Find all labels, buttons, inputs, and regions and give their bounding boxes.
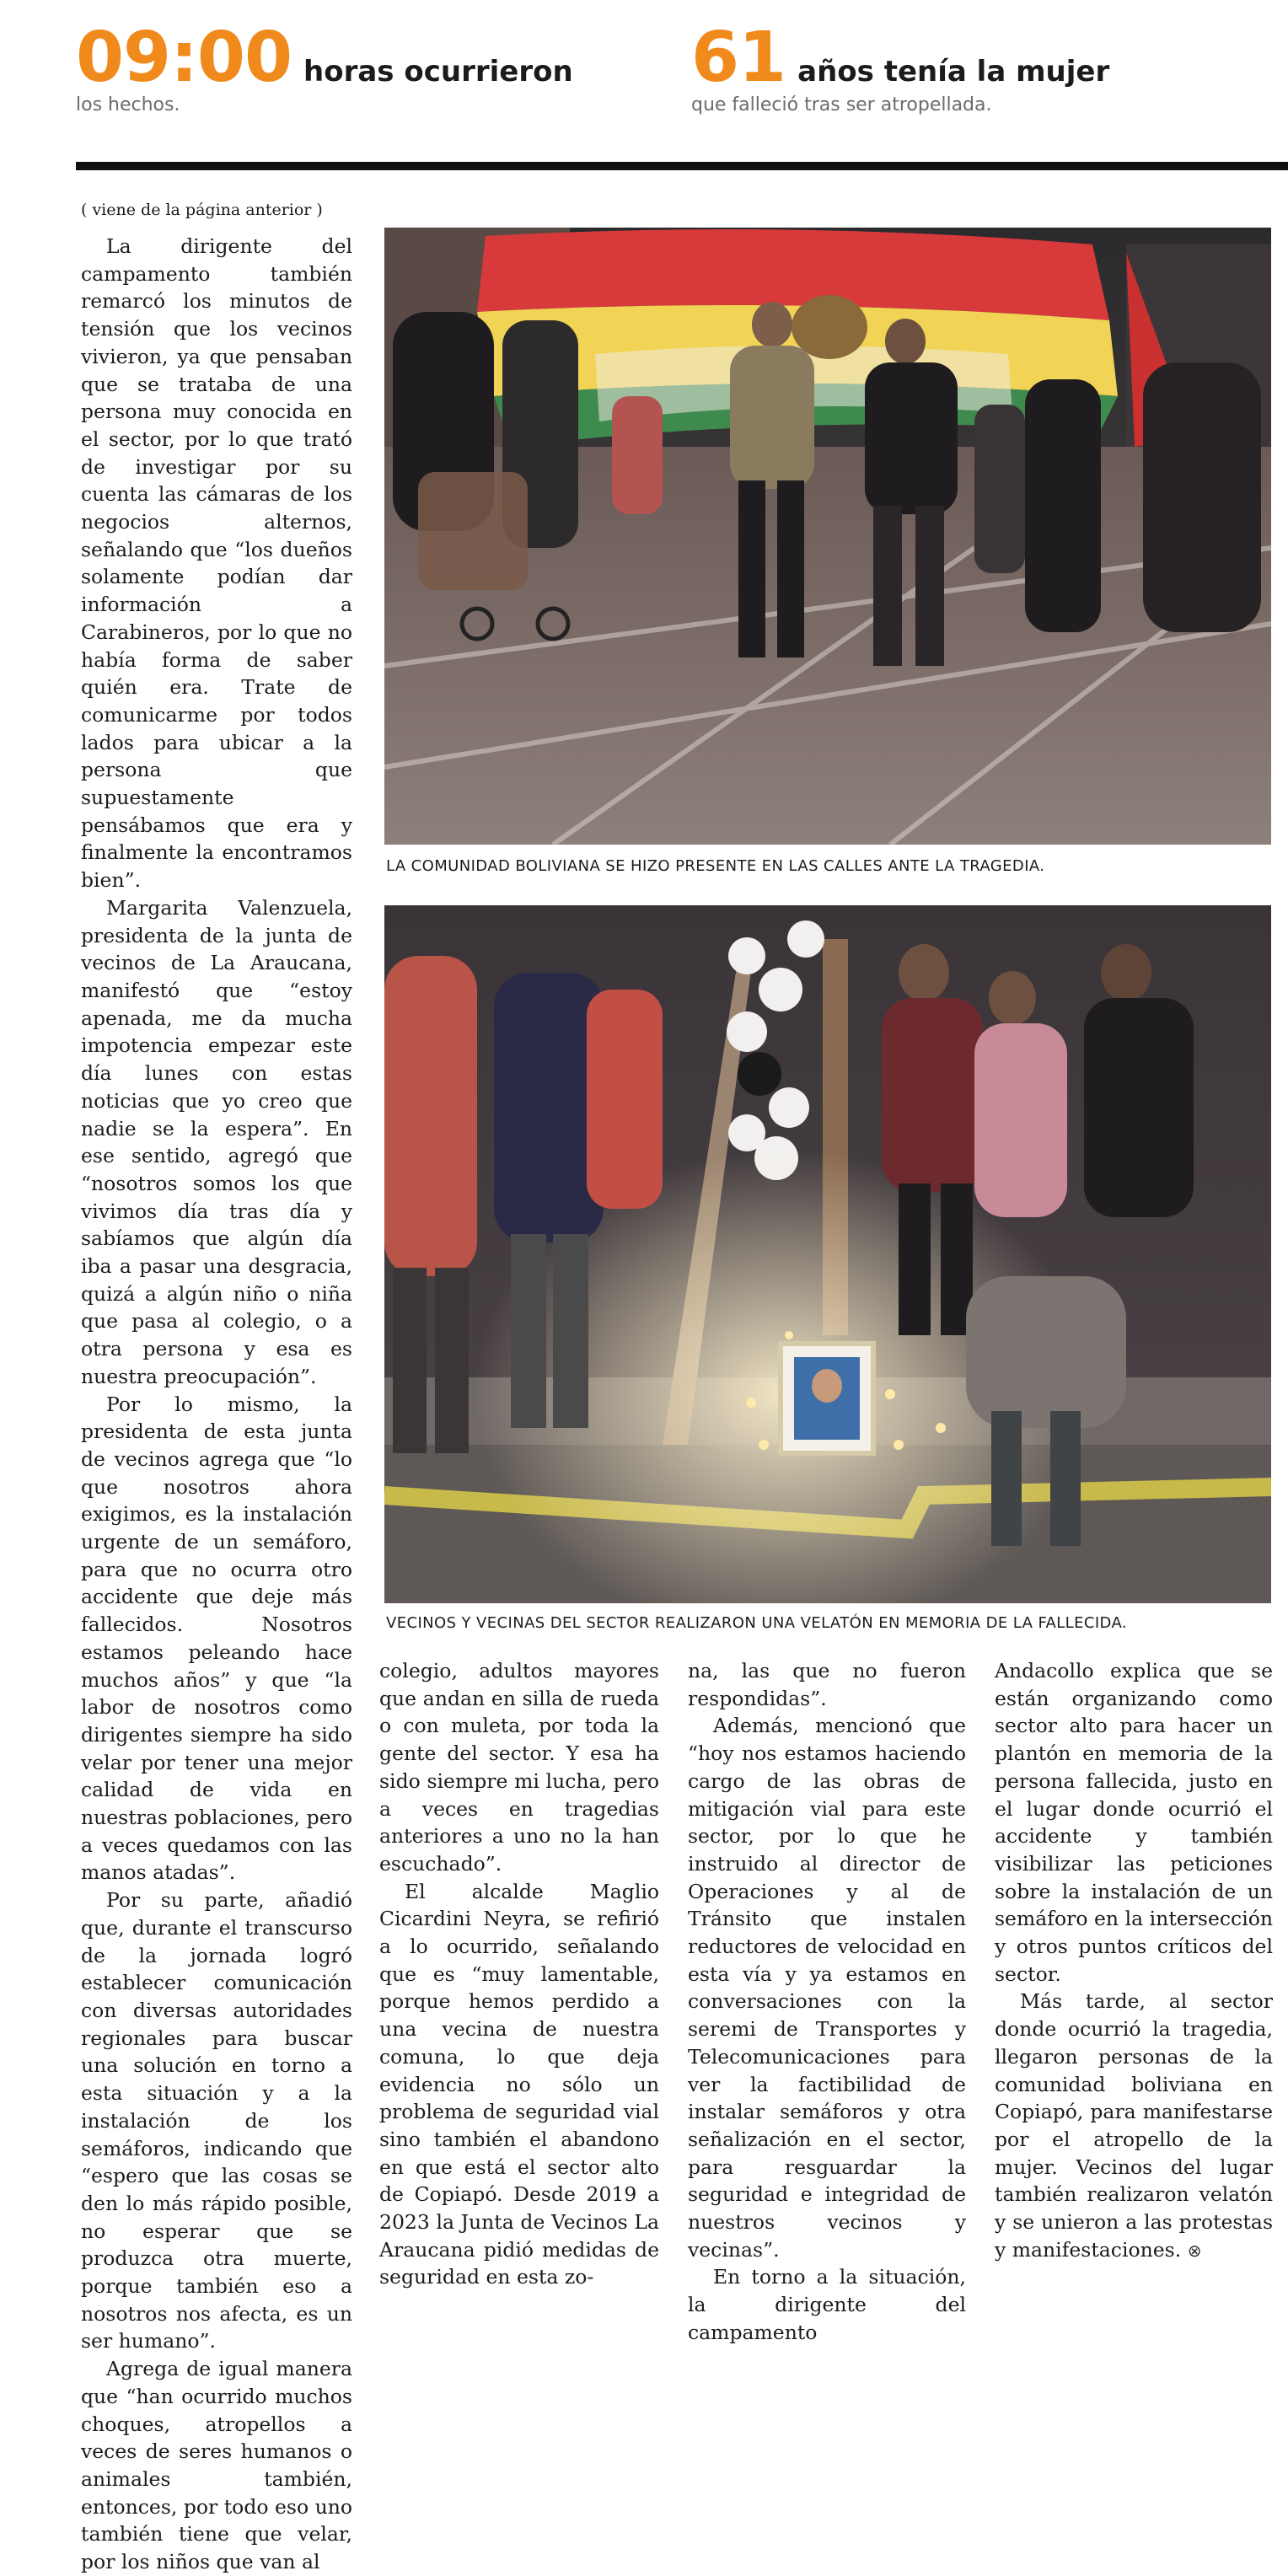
paragraph: Andacollo explica que se están organizando como sector alto para hacer un plantón en memoria de la persona fallecida, justo en el lugar donde ocurrió el accidente y también visibilizar las peticiones sobre la instalación de un semáforo en la intersección y otros puntos críticos del sector. [995,1659,1273,1986]
paragraph: Por lo mismo, la presidenta de esta junta de vecinos agrega que “lo que nosotros ahora exigimos, es la instalación urgente de un semáforo, para que no ocurra otro accidente que deje más fallecidos. Nosotros estamos peleando hace muchos años” y que “la labor de nosotros como dirigentes siempre ha sido velar por tener una mejor calidad de vida en nuestras poblaciones, pero a veces quedamos con las manos atadas”. [81,1392,352,1885]
stat-right-sub: que falleció tras ser atropellada. [691,94,992,115]
stat-right-lead: años tenía la mujer [797,55,1110,89]
article-column-2 [379,1657,659,2291]
stat-left [76,18,573,115]
stat-right [691,18,1110,115]
article-column-4 [995,1657,1273,2264]
paragraph: Además, mencionó que “hoy nos estamos haciendo cargo de las obras de mitigación vial para este sector, por lo que he instruido al director de Operaciones y al de Tránsito que instalen reductores de velocidad en esta vía y ya estamos en conversaciones con la seremi de Transportes y Telecomunicaciones para ver la factibilidad de instalar semáforos y otra señalización en el sector, para resguardar la seguridad e integridad de nuestros vecinos y vecinas”. [688,1714,966,2262]
end-mark-icon: ⊗ [1187,2240,1202,2261]
paragraph: El alcalde Maglio Cicardini Neyra, se refirió a lo ocurrido, señalando que es “muy lamentable, porque hemos perdido a una vecina de nuestra comuna, lo que deja evidencia no sólo un problema de seguridad vial sino también el abandono en que está el sector alto de Copiapó. Desde 2019 a 2023 la Junta de Vecinos La Araucana pidió medidas de seguridad en esta zo- [379,1879,659,2289]
stat-left-sub: los hechos. [76,94,180,115]
paragraph: La dirigente del campamento también remarcó los minutos de tensión que los vecinos vivieron, ya que pensaban que se trataba de una persona muy conocida en el sector, por lo que trató de investigar por su cuenta las cámaras de los negocios alternos, señalando que “los dueños solamente podían dar información a Carabineros, por lo que no había forma de saber quién era. Trate de comunicarme por todos lados para ubicar a la persona que supuestamente pensábamos que era y finalmente la encontramos bien”. [81,234,352,893]
stat-left-number: 09:00 [76,18,292,98]
stat-right-number: 61 [691,18,786,98]
paragraph: Margarita Valenzuela, presidenta de la junta de vecinos de La Araucana, manifestó que “estoy apenada, me da mucha impotencia empezar este día lunes con estas noticias que yo creo que nadie se la espera”. En ese sentido, agregó que “nosotros somos los que vivimos día tras día y sabíamos que algún día iba a pasar una desgracia, quizá a algún niño o niña que pasa al colegio, o a otra persona y esa es nuestra preocupación”. [81,895,352,1388]
photo-vigil-caption: VECINOS Y VECINAS DEL SECTOR REALIZARON UNA VELATÓN EN MEMORIA DE LA FALLECIDA. [386,1614,1128,1632]
paragraph-text: Más tarde, al sector donde ocurrió la tragedia, llegaron personas de la comunidad boliviana en Copiapó, para manifestarse por el atropello de la mujer. Vecinos del lugar también realizaron velatón y se unieron a las protestas y manifestaciones. [995,1989,1273,2262]
photo-bolivian-community [384,228,1271,845]
paragraph: na, las que no fueron respondidas”. [688,1659,966,1710]
paragraph: Por su parte, añadió que, durante el transcurso de la jornada logró establecer comunicación con diversas autoridades regionales para buscar una solución en torno a esta situación y a la instalación de los semáforos, indicando que “espero que las cosas se den lo más rápido posible, no esperar que se produzca otra muerte, porque también eso a nosotros nos afecta, es un ser humano”. [81,1888,352,2353]
article-column-3 [688,1657,966,2347]
header-rule [76,162,1288,170]
continued-kicker: ( viene de la página anterior ) [81,201,323,219]
paragraph: Agrega de igual manera que “han ocurrido muchos choques, atropellos a veces de seres humanos o animales también, entonces, por todo eso uno también tiene que velar, por los niños que van al [81,2357,352,2574]
photo-vigil-image [384,905,1271,1603]
stat-left-lead: horas ocurrieron [303,55,573,89]
paragraph [995,1988,1273,2264]
photo-bolivian-community-image [384,228,1271,845]
article-column-1 [81,233,352,2576]
paragraph: colegio, adultos mayores que andan en silla de rueda o con muleta, por toda la gente del sector. Y esa ha sido siempre mi lucha, pero a veces en tragedias anteriores a uno no la han escuchado”. [379,1659,659,1876]
paragraph: En torno a la situación, la dirigente del campamento [688,2265,966,2344]
photo-vigil [384,905,1271,1603]
photo-bolivian-community-caption: LA COMUNIDAD BOLIVIANA SE HIZO PRESENTE EN LAS CALLES ANTE LA TRAGEDIA. [386,857,1045,875]
